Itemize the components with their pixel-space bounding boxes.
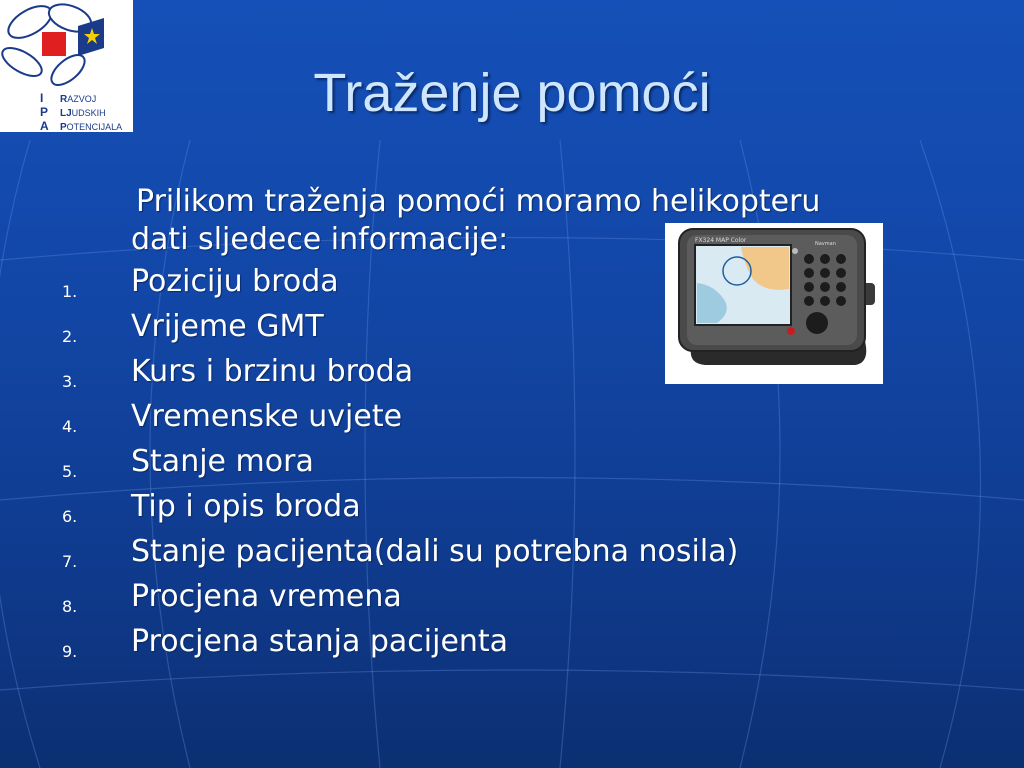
list-item bbox=[0, 397, 1024, 442]
logo-line-text: OTENCIJALA bbox=[66, 122, 123, 132]
list-item bbox=[0, 262, 1024, 307]
list-item-text: Vrijeme GMT bbox=[131, 309, 324, 344]
list-item-number: 9. bbox=[62, 642, 78, 661]
list-item-text: Procjena vremena bbox=[131, 579, 402, 614]
list-item-text: Kurs i brzinu broda bbox=[131, 354, 414, 389]
device-brand-label: Navman bbox=[815, 241, 836, 247]
logo-line-cap: LJ bbox=[60, 108, 72, 119]
list-item bbox=[0, 622, 1024, 667]
slide-title: Traženje pomoći bbox=[313, 63, 711, 123]
list-item-number: 1. bbox=[62, 282, 78, 301]
list-item-text: Procjena stanja pacijenta bbox=[131, 624, 509, 659]
device-model-label: FX324 MAP Color bbox=[695, 237, 747, 244]
list-item bbox=[0, 487, 1024, 532]
logo-line-text: UDSKIH bbox=[71, 108, 106, 118]
list-item-number: 5. bbox=[62, 462, 78, 481]
list-item bbox=[0, 352, 1024, 397]
list-item bbox=[0, 577, 1024, 622]
logo-letter-i: I bbox=[40, 91, 44, 105]
list-item-text: Stanje pacijenta(dali su potrebna nosila) bbox=[131, 534, 739, 569]
logo-line-cap: R bbox=[60, 94, 68, 105]
list-item-text: Stanje mora bbox=[131, 444, 314, 479]
list-item bbox=[0, 532, 1024, 577]
list-item-number: 7. bbox=[62, 552, 78, 571]
list-item-number: 2. bbox=[62, 327, 78, 346]
list-item-text: Vremenske uvjete bbox=[131, 399, 403, 434]
list-item-number: 3. bbox=[62, 372, 78, 391]
list-item-number: 6. bbox=[62, 507, 78, 526]
list-item-text: Poziciju broda bbox=[131, 264, 339, 299]
list-item-number: 8. bbox=[62, 597, 78, 616]
logo-letter-a: A bbox=[40, 119, 49, 133]
list-item bbox=[0, 307, 1024, 352]
intro-line-2: dati sljedece informacije: bbox=[131, 222, 509, 257]
logo-letter-p: P bbox=[40, 105, 49, 119]
list-item-number: 4. bbox=[62, 417, 78, 436]
intro-line-1: Prilikom traženja pomoći moramo helikopteru bbox=[136, 184, 821, 219]
list-item bbox=[0, 442, 1024, 487]
logo-line-cap: P bbox=[60, 122, 67, 133]
logo-line-text: AZVOJ bbox=[67, 94, 97, 104]
list-item-text: Tip i opis broda bbox=[131, 489, 361, 524]
